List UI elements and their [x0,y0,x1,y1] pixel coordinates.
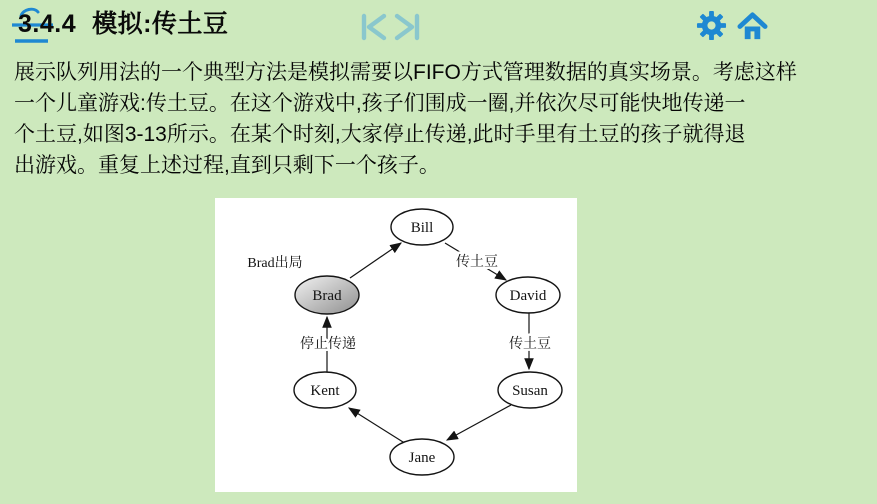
node-label-david: David [509,288,547,304]
paragraph-line: 个土豆,如图3-13所示。在某个时刻,大家停止传递,此时手里有土豆的孩子就得退 [14,123,746,146]
node-label-jane: Jane [408,450,436,466]
section-number: 3.4.4 [18,10,77,38]
nav-group [360,13,421,41]
paragraph [14,57,872,181]
node-label-bill: Bill [410,220,434,236]
diagram-label-pass-2: 传土豆 [509,337,551,352]
edge-brad-to-bill [350,243,401,278]
paragraph-line: 出游戏。重复上述过程,直到只剩下一个孩子。 [14,154,440,177]
diagram-label-pass-1: 传土豆 [456,255,498,270]
node-label-susan: Susan [512,383,548,399]
figure-3-13-panel [215,198,577,492]
node-label-brad: Brad [312,288,342,304]
gear-icon[interactable] [696,10,727,41]
diagram-label-stop-pass: 停止传递 [300,337,356,352]
action-group [696,10,768,41]
page-title [18,4,228,40]
paragraph-line: 展示队列用法的一个典型方法是模拟需要以FIFO方式管理数据的真实场景。考虑这样 [14,61,797,84]
section-title: 模拟:传土豆 [92,10,229,38]
potato-diagram-svg [215,198,577,492]
edge-jane-to-kent [349,408,403,442]
nav-first-icon[interactable] [360,13,388,41]
diagram-label-brad-out: Brad出局 [247,256,303,271]
paragraph-line: 一个儿童游戏:传土豆。在这个游戏中,孩子们围成一圈,并依次尽可能快地传递一 [14,92,746,115]
home-icon[interactable] [737,10,768,41]
nav-last-icon[interactable] [393,13,421,41]
edge-susan-to-jane [447,405,511,440]
node-label-kent: Kent [310,383,340,399]
